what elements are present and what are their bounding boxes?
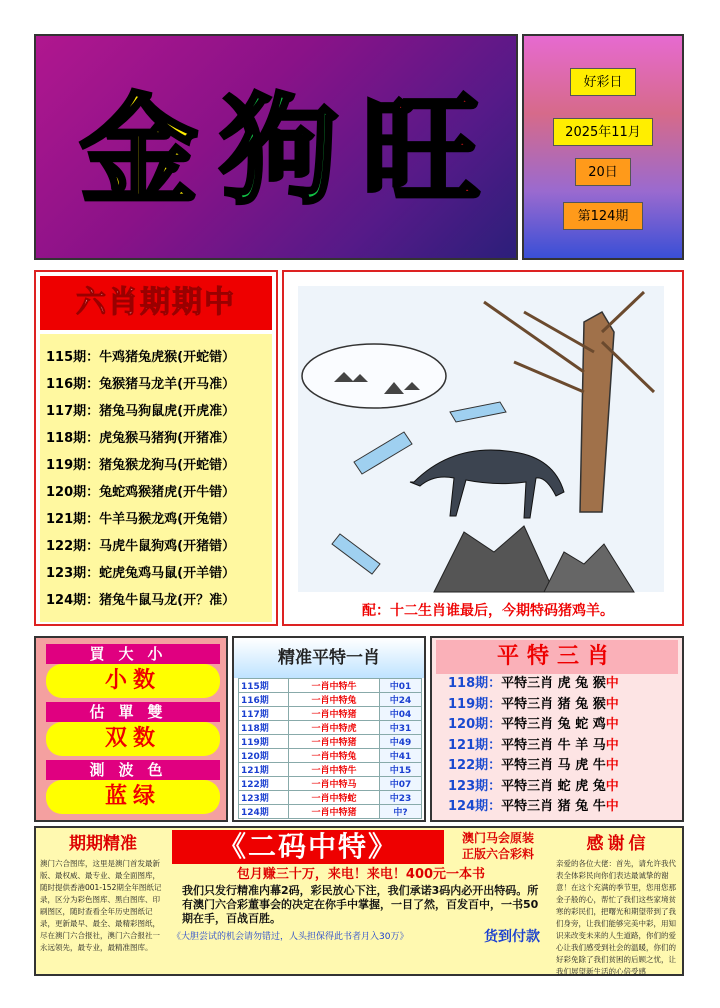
wolf-illustration xyxy=(284,272,682,602)
list-item: 122期：马虎牛鼠狗鸡(开猪错） xyxy=(46,539,236,554)
pt3-hit: 中 xyxy=(605,696,619,712)
title-banner xyxy=(34,34,518,260)
pt3-hit: 中 xyxy=(605,737,619,753)
issue-cell: 118期 xyxy=(239,721,289,735)
result-cell: 中01 xyxy=(380,679,422,693)
guess-size-value: 小数 xyxy=(46,664,220,698)
list-item xyxy=(448,713,619,732)
pt3-issue: 124期： xyxy=(448,799,502,814)
pick-cell: 一肖中特兔 xyxy=(289,749,380,763)
result-cell: 中15 xyxy=(380,763,422,777)
issue-cell: 116期 xyxy=(239,693,289,707)
guess-parity-label: 估單雙 xyxy=(46,702,220,722)
title-char-1: 金 xyxy=(80,82,199,220)
issue-cell: 117期 xyxy=(239,707,289,721)
pick-cell: 一肖中特蛇 xyxy=(289,791,380,805)
list-item: 124期：猪兔牛鼠马龙(开？准） xyxy=(46,593,236,608)
table-row xyxy=(239,707,422,721)
precise-table xyxy=(238,678,422,819)
table-row xyxy=(239,763,422,777)
pt3-picks: 平特三肖 猪 兔 牛 xyxy=(501,799,606,814)
pick-cell: 一肖中特兔 xyxy=(289,693,380,707)
result-cell: 中? xyxy=(380,805,422,819)
left-promo-text: 澳门六合图库，这里是澳门首发最新版、最权威、最专业、最全面图库，随时提供香港001-152期全年图纸记录，区分为彩色图库、黑白图库、印刷图区，随时查看全年历史图纸记录，更新最早、最全、最精彩图纸，尽在澳门六合报社，澳门六合报社一永远领先，最专业，最精准图库。 xyxy=(40,859,162,952)
pt3-hit: 中 xyxy=(605,717,619,732)
ad-note: 《大胆尝试的机会请勿错过，人头担保得此书者月入30万》 xyxy=(172,932,409,942)
ad-body-text: 我们只发行精准内幕2码，彩民放心下注，我们承诺3码内必开出特码。所有澳门六合彩董事会的决定在你手中掌握，一目了然，百发百中，一书50期在手，百战百胜。 xyxy=(182,884,539,925)
pt3-picks: 平特三肖 牛 羊 马 xyxy=(501,737,606,753)
list-item: 116期：兔猴猪马龙羊(开马准） xyxy=(46,377,236,392)
table-row xyxy=(239,777,422,791)
result-cell: 中04 xyxy=(380,707,422,721)
pt3-hit: 中 xyxy=(605,778,619,794)
list-item xyxy=(448,795,619,814)
list-item xyxy=(448,693,619,712)
result-cell: 中23 xyxy=(380,791,422,805)
pt3-issue: 122期： xyxy=(448,758,502,773)
result-cell: 中31 xyxy=(380,721,422,735)
issue-cell: 123期 xyxy=(239,791,289,805)
table-row xyxy=(239,749,422,763)
pt3-hit: 中 xyxy=(605,799,619,814)
result-cell: 中24 xyxy=(380,693,422,707)
cod-label: 货到付款 xyxy=(484,929,540,945)
issue-cell: 120期 xyxy=(239,749,289,763)
pt3-issue: 118期： xyxy=(448,676,502,691)
ad-side-text: 澳门马会原装 正版六合彩料 xyxy=(461,831,534,861)
table-row xyxy=(239,721,422,735)
pt3-issue: 120期： xyxy=(448,717,502,732)
pt3-issue: 123期： xyxy=(448,778,502,794)
pt3-picks: 平特三肖 虎 兔 猴 xyxy=(501,676,606,691)
guess-parity-value: 双数 xyxy=(46,722,220,756)
date-panel xyxy=(522,34,684,260)
pt3-picks: 平特三肖 蛇 虎 兔 xyxy=(501,778,606,794)
six-zodiac-title: 六肖期期中 xyxy=(40,276,272,330)
pick-cell: 一肖中特猪 xyxy=(289,707,380,721)
result-cell: 中41 xyxy=(380,749,422,763)
left-promo-title: 期期精准 xyxy=(69,834,137,854)
pick-cell: 一肖中特虎 xyxy=(289,721,380,735)
table-row xyxy=(239,735,422,749)
title-char-3: 旺 xyxy=(362,82,481,220)
list-item: 115期：牛鸡猪兔虎猴(开蛇错） xyxy=(46,350,236,365)
pick-cell: 一肖中特牛 xyxy=(289,763,380,777)
result-cell: 中49 xyxy=(380,735,422,749)
pick-cell: 一肖中特马 xyxy=(289,777,380,791)
issue-cell: 121期 xyxy=(239,763,289,777)
list-item xyxy=(448,754,619,773)
illustration-caption: 配：十二生肖谁最后，今期特码猪鸡羊。 xyxy=(362,603,614,619)
guess-color-label: 測波色 xyxy=(46,760,220,780)
pt3-picks: 平特三肖 马 虎 牛 xyxy=(501,758,606,773)
illustration-panel xyxy=(282,270,684,626)
list-item xyxy=(448,734,619,753)
list-item: 118期：虎兔猴马猪狗(开猪准） xyxy=(46,431,236,446)
six-zodiac-list xyxy=(40,334,272,622)
pt3-title: 平特三肖 xyxy=(436,640,678,674)
pt3-issue: 121期： xyxy=(448,737,502,753)
thanks-letter-title: 感谢信 xyxy=(586,834,650,854)
issue-label: 第124期 xyxy=(563,202,643,230)
title-char-2: 狗 xyxy=(220,82,339,220)
guess-color-value: 蓝绿 xyxy=(46,780,220,814)
issue-cell: 122期 xyxy=(239,777,289,791)
precise-title: 精准平特一肖 xyxy=(234,638,424,678)
day-label: 20日 xyxy=(575,158,631,186)
pt3-picks: 平特三肖 猪 兔 猴 xyxy=(501,696,606,712)
pt3-hit: 中 xyxy=(605,676,619,691)
year-month-label: 2025年11月 xyxy=(553,118,653,146)
issue-cell: 124期 xyxy=(239,805,289,819)
thanks-letter-text: 亲爱的各位大佬：首先，请允许我代表全体彩民向你们表达最诚挚的谢意！在这个充满的季节里，您用您那金子般的心，帮忙了我们这些家境贫寒的彩民们，把曙光和期望带到了我们身旁，让我们能够完美中彩，用知识来改变未来的人生道路，你们的爱心让我们感受到社会的温暖，你们的好彩免除了我们贫困的后顾之忧，让我们展望新生活的心倍受感 xyxy=(556,859,676,976)
result-cell: 中07 xyxy=(380,777,422,791)
issue-cell: 115期 xyxy=(239,679,289,693)
table-row xyxy=(239,791,422,805)
pick-cell: 一肖中特牛 xyxy=(289,679,380,693)
table-row xyxy=(239,693,422,707)
ad-slogan: 包月赚三十万，来电！来电！400元一本书 xyxy=(236,867,486,882)
pick-cell: 一肖中特猪 xyxy=(289,735,380,749)
list-item: 123期：蛇虎兔鸡马鼠(开羊错） xyxy=(46,566,236,581)
issue-cell: 119期 xyxy=(239,735,289,749)
lucky-day-label: 好彩日 xyxy=(570,68,636,96)
pick-cell: 一肖中特猪 xyxy=(289,805,380,819)
list-item: 121期：牛羊马猴龙鸡(开兔错） xyxy=(46,512,236,527)
ad-title: 《二码中特》 xyxy=(172,830,444,864)
pt3-issue: 119期： xyxy=(448,696,502,712)
list-item xyxy=(448,672,619,691)
table-row xyxy=(239,805,422,819)
guess-panel xyxy=(34,636,228,822)
pt3-picks: 平特三肖 兔 蛇 鸡 xyxy=(501,717,606,732)
list-item: 120期：兔蛇鸡猴猪虎(开牛错） xyxy=(46,485,236,500)
pt3-hit: 中 xyxy=(605,758,619,773)
guess-size-label: 買大小 xyxy=(46,644,220,664)
list-item xyxy=(448,775,619,794)
table-row xyxy=(239,679,422,693)
list-item: 119期：猪兔猴龙狗马(开蛇错） xyxy=(46,458,236,473)
list-item: 117期：猪兔马狗鼠虎(开虎准） xyxy=(46,404,236,419)
